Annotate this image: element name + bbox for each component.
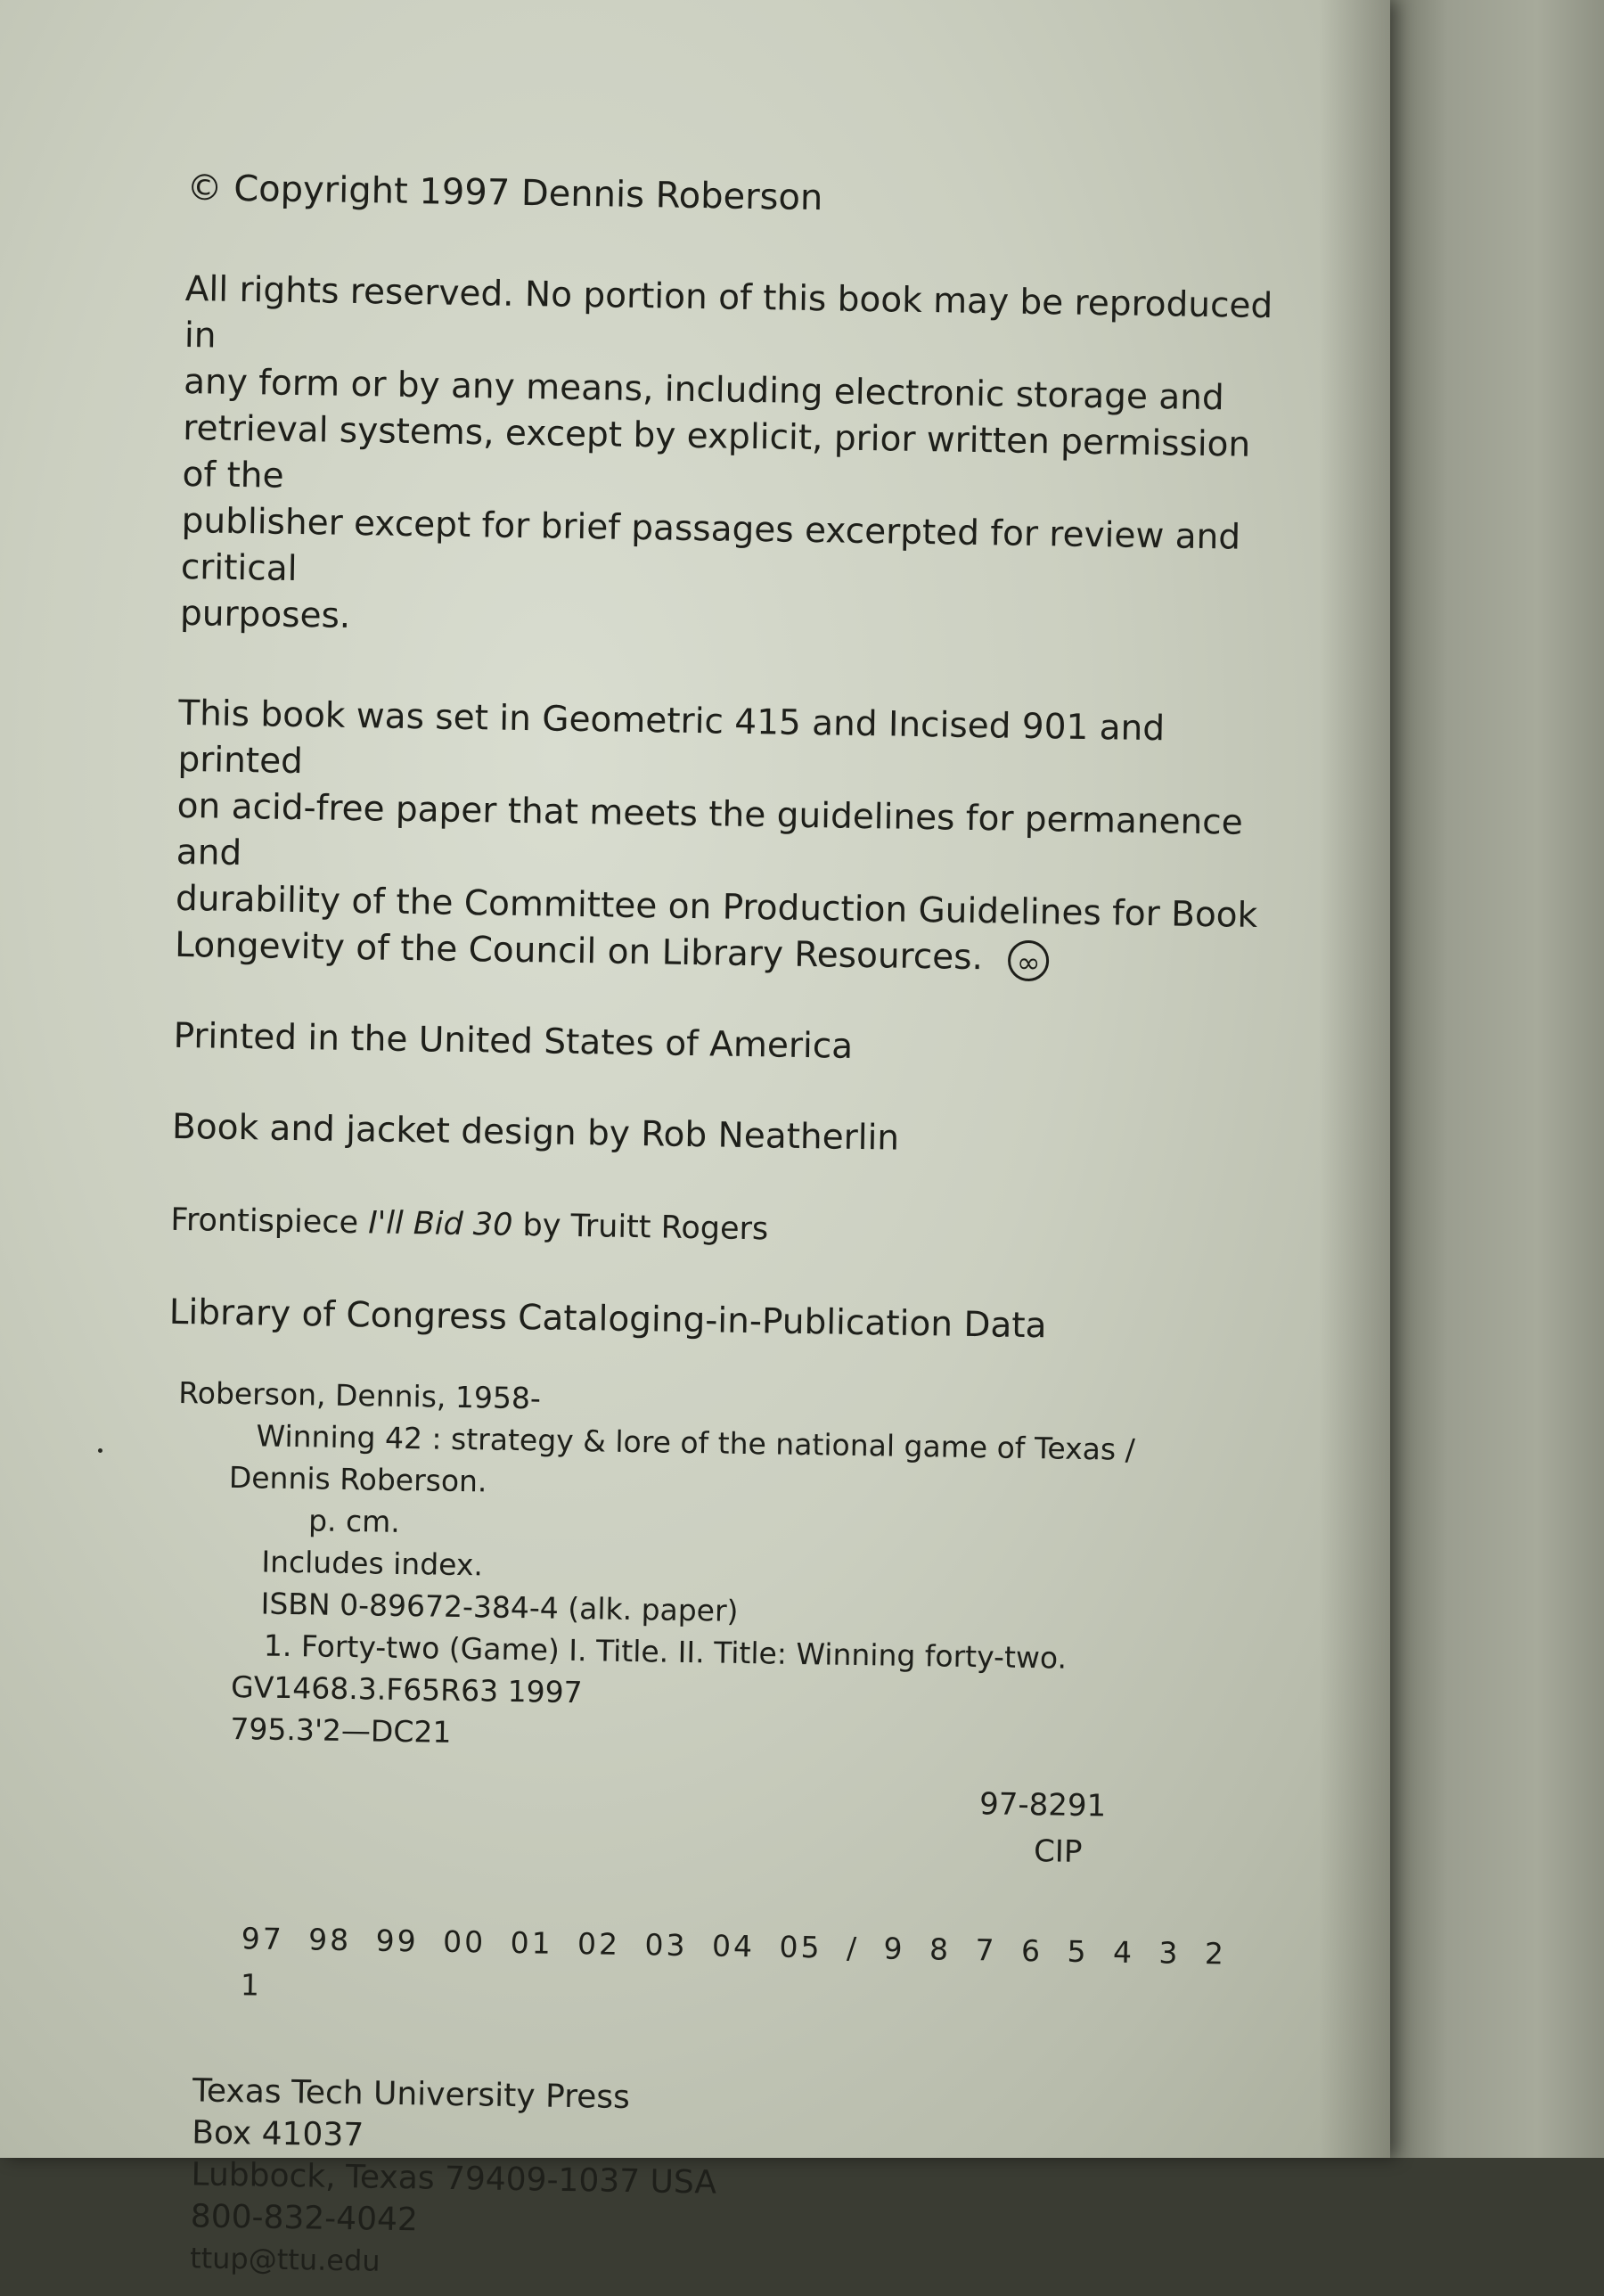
cip-label: CIP	[1033, 1833, 1083, 1871]
publisher-box: Box 41037	[191, 2114, 364, 2154]
typesetting-line: on acid-free paper that meets the guidelines for permanence and	[176, 785, 1244, 874]
rights-paragraph	[180, 266, 1281, 654]
cip-numbers	[160, 1768, 1107, 1876]
rights-line: All rights reserved. No portion of this book may be reproduced in	[184, 268, 1273, 357]
cip-physical: p. cm.	[307, 1503, 401, 1539]
typesetting-line: durability of the Committee on Production Guidelines for Book	[175, 878, 1258, 936]
frontispiece-suffix: by Truitt Rogers	[522, 1208, 769, 1248]
rights-line: purposes.	[179, 593, 351, 636]
publisher-phone: 800-832-4042	[190, 2198, 419, 2239]
frontispiece-title: I'll Bid 30	[367, 1205, 513, 1243]
cip-subjects: 1. Forty-two (Game) I. Title. II. Title: Winning forty-two.	[263, 1628, 1068, 1676]
design-credit: Book and jacket design by Rob Neatherlin	[171, 1106, 900, 1159]
cip-dewey: 795.3'2—DC21	[230, 1710, 452, 1750]
cip-author: Roberson, Dennis, 1958-	[178, 1375, 542, 1416]
publisher-name: Texas Tech University Press	[192, 2072, 631, 2117]
frontispiece-credit	[170, 1197, 1267, 1260]
typesetting-line-text: Longevity of the Council on Library Resources.	[174, 924, 984, 979]
adjacent-page	[1381, 0, 1604, 2158]
cip-lc-class: GV1468.3.F65R63 1997	[230, 1669, 583, 1710]
frontispiece-prefix: Frontispiece	[170, 1201, 359, 1242]
cip-title: Winning 42 : strategy & lore of the national game of Texas /	[256, 1418, 1136, 1467]
rights-line: publisher except for brief passages excerpted for review and critical	[180, 500, 1241, 589]
publisher-city: Lubbock, Texas 79409-1037 USA	[191, 2156, 717, 2202]
publisher-email: ttup@ttu.edu	[189, 2241, 381, 2278]
speck	[98, 1448, 102, 1453]
cip-record	[162, 1372, 1264, 1766]
rights-line: any form or by any means, including electronic storage and	[183, 361, 1225, 419]
cip-statement: Dennis Roberson.	[228, 1459, 487, 1499]
cip-index-note: Includes index.	[261, 1544, 484, 1583]
typesetting-line: This book was set in Geometric 415 and Incised 901 and printed	[177, 693, 1166, 783]
cip-isbn: ISBN 0-89672-384-4 (alk. paper)	[260, 1586, 739, 1628]
acid-free-paper-icon: ∞	[1008, 939, 1050, 981]
publisher-address	[154, 2070, 1254, 2296]
copyright-notice: © Copyright 1997 Dennis Roberson	[186, 167, 823, 219]
cip-lccn: 97-8291	[978, 1786, 1107, 1824]
typesetting-paragraph	[175, 691, 1275, 986]
page-content	[154, 165, 1283, 2296]
rights-line: retrieval systems, except by explicit, prior written permission of the	[182, 407, 1251, 496]
cip-heading: Library of Congress Cataloging-in-Publication Data	[168, 1292, 1047, 1347]
print-line: 97 98 99 00 01 02 03 04 05 / 9 8 7 6 5 4 3 2 1	[240, 1921, 1227, 2003]
printed-in: Printed in the United States of America	[173, 1015, 854, 1067]
